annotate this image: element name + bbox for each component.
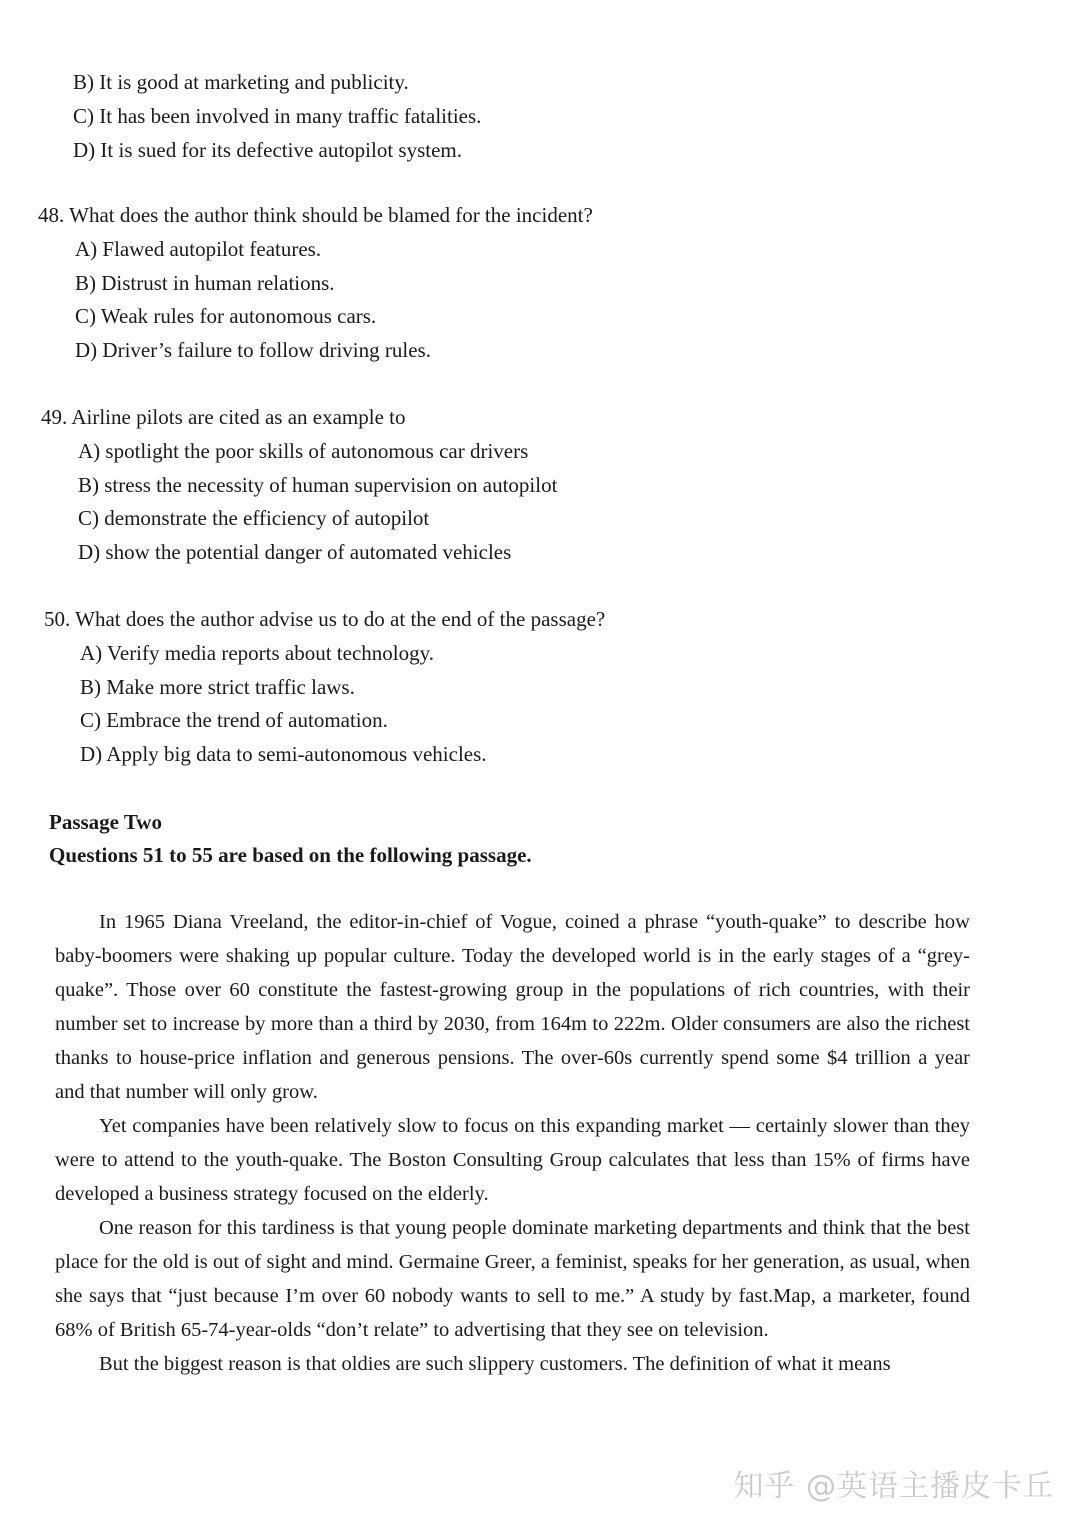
q49-option-a: A) spotlight the poor skills of autonomous car drivers <box>78 439 529 463</box>
passage-paragraph-3: One reason for this tardiness is that young people dominate marketing departments and think that the best place for the old is out of sight and mind. Germaine Greer, a feminist, speaks for her generation, as usual, when she says that “just because I’m over 60 nobody wants to sell to me.” A study by fast.Map, a marketer, found 68% of British 65-74-year-olds “don’t relate” to advertising that they see on television. <box>55 1217 970 1341</box>
q50-option-b: B) Make more strict traffic laws. <box>80 675 355 699</box>
q49-option-d: D) show the potential danger of automated vehicles <box>78 540 512 564</box>
passage-paragraph-1: In 1965 Diana Vreeland, the editor-in-chief of Vogue, coined a phrase “youth-quake” to describe how baby-boomers were shaking up popular culture. Today the developed world is in the early stages of a “grey-quake”. Those over 60 constitute the fastest-growing group in the populations of rich countries, with their number set to increase by more than a third by 2030, from 164m to 222m. Older consumers are also the richest thanks to house-price inflation and generous pensions. The over-60s currently spend some $4 trillion a year and that number will only grow. <box>55 911 970 1103</box>
passage-title: Passage Two <box>49 810 162 834</box>
q49-option-c: C) demonstrate the efficiency of autopilot <box>78 506 430 530</box>
q48-stem: 48. What does the author think should be blamed for the incident? <box>38 203 593 227</box>
q49-option-b: B) stress the necessity of human supervision on autopilot <box>78 473 558 497</box>
passage-paragraph-4: But the biggest reason is that oldies are such slippery customers. The definition of what it means <box>99 1353 891 1375</box>
q50-option-a: A) Verify media reports about technology. <box>80 641 434 665</box>
passage-instruction: Questions 51 to 55 are based on the following passage. <box>49 843 532 867</box>
q48-option-b: B) Distrust in human relations. <box>75 271 335 295</box>
q50-option-c: C) Embrace the trend of automation. <box>80 708 388 732</box>
q47-option-d: D) It is sued for its defective autopilot system. <box>73 138 463 162</box>
q48-option-a: A) Flawed autopilot features. <box>75 237 322 261</box>
q48-option-c: C) Weak rules for autonomous cars. <box>75 304 377 328</box>
q48-option-d: D) Driver’s failure to follow driving rules. <box>75 338 431 362</box>
q47-option-c: C) It has been involved in many traffic fatalities. <box>73 104 482 128</box>
passage-body <box>55 905 970 1381</box>
q50-option-d: D) Apply big data to semi-autonomous vehicles. <box>80 742 487 766</box>
q49-stem: 49. Airline pilots are cited as an example to <box>41 405 406 429</box>
watermark-text: 知乎 @英语主播皮卡丘 <box>733 1469 1054 1504</box>
passage-paragraph-2: Yet companies have been relatively slow to focus on this expanding market — certainly slower than they were to attend to the youth-quake. The Boston Consulting Group calculates that less than 15% of firms have developed a business strategy focused on the elderly. <box>55 1115 970 1205</box>
q50-stem: 50. What does the author advise us to do at the end of the passage? <box>44 607 606 631</box>
q47-option-b: B) It is good at marketing and publicity. <box>73 70 409 94</box>
